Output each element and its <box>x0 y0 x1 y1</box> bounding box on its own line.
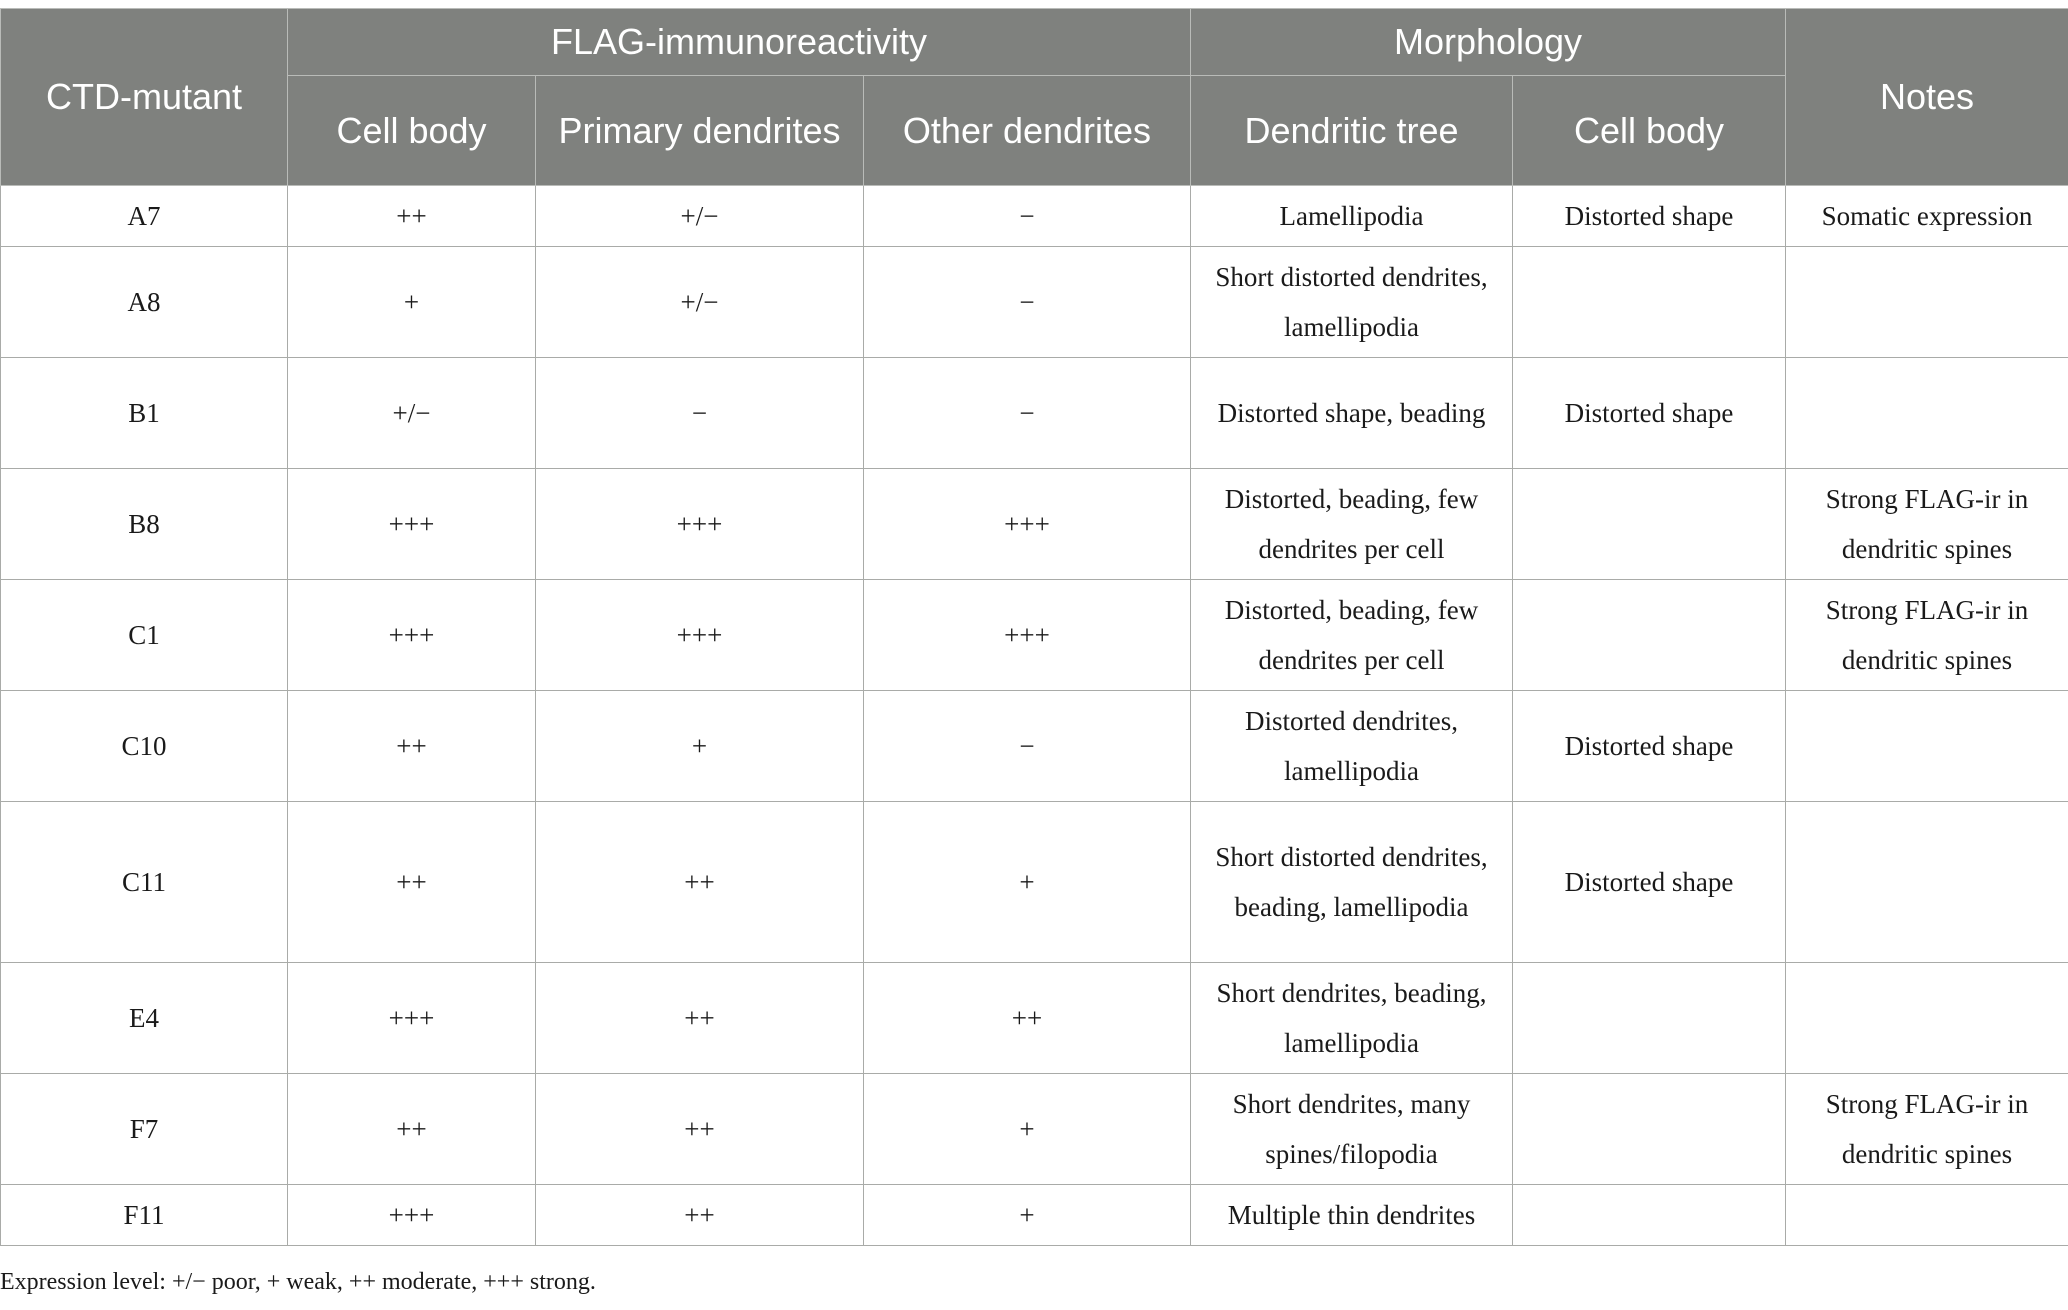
table-row <box>1 247 2068 358</box>
cell-dendritic-tree: Short distorted dendrites, beading, lamellipodia <box>1191 802 1513 963</box>
header-other-dendrites: Other dendrites <box>864 76 1191 186</box>
cell-mutant: B1 <box>1 358 288 469</box>
cell-primary-dendrites: ++ <box>536 802 864 963</box>
cell-primary-dendrites: +/− <box>536 186 864 247</box>
table-footnote: Expression level: +/− poor, + weak, ++ moderate, +++ strong. <box>0 1269 596 1295</box>
cell-mutant: B8 <box>1 469 288 580</box>
cell-primary-dendrites: +++ <box>536 580 864 691</box>
cell-other-dendrites: − <box>864 247 1191 358</box>
cell-dendritic-tree: Multiple thin dendrites <box>1191 1185 1513 1246</box>
cell-notes <box>1786 963 2068 1074</box>
table-row <box>1 1074 2068 1185</box>
cell-notes <box>1786 691 2068 802</box>
cell-mutant: E4 <box>1 963 288 1074</box>
cell-flag-cell-body: +/− <box>288 358 536 469</box>
cell-notes <box>1786 358 2068 469</box>
cell-other-dendrites: + <box>864 802 1191 963</box>
cell-notes: Strong FLAG-ir in dendritic spines <box>1786 580 2068 691</box>
cell-primary-dendrites: + <box>536 691 864 802</box>
header-morphology: Morphology <box>1191 9 1786 76</box>
cell-mutant: C10 <box>1 691 288 802</box>
header-notes: Notes <box>1786 9 2068 186</box>
cell-other-dendrites: ++ <box>864 963 1191 1074</box>
cell-notes <box>1786 1185 2068 1246</box>
cell-dendritic-tree: Lamellipodia <box>1191 186 1513 247</box>
cell-flag-cell-body: ++ <box>288 1074 536 1185</box>
cell-flag-cell-body: ++ <box>288 691 536 802</box>
cell-morph-cell-body <box>1513 469 1786 580</box>
cell-other-dendrites: − <box>864 691 1191 802</box>
cell-mutant: C1 <box>1 580 288 691</box>
cell-flag-cell-body: +++ <box>288 469 536 580</box>
cell-primary-dendrites: ++ <box>536 963 864 1074</box>
cell-mutant: C11 <box>1 802 288 963</box>
cell-morph-cell-body <box>1513 247 1786 358</box>
cell-morph-cell-body: Distorted shape <box>1513 186 1786 247</box>
cell-morph-cell-body <box>1513 1185 1786 1246</box>
cell-flag-cell-body: +++ <box>288 963 536 1074</box>
cell-notes: Strong FLAG-ir in dendritic spines <box>1786 1074 2068 1185</box>
table-header <box>1 9 2068 186</box>
table-container <box>0 8 2068 1246</box>
cell-dendritic-tree: Short dendrites, many spines/filopodia <box>1191 1074 1513 1185</box>
cell-flag-cell-body: + <box>288 247 536 358</box>
header-flag-cell-body: Cell body <box>288 76 536 186</box>
cell-dendritic-tree: Distorted, beading, few dendrites per cell <box>1191 580 1513 691</box>
cell-morph-cell-body <box>1513 1074 1786 1185</box>
cell-primary-dendrites: ++ <box>536 1074 864 1185</box>
cell-morph-cell-body <box>1513 580 1786 691</box>
cell-morph-cell-body: Distorted shape <box>1513 802 1786 963</box>
cell-flag-cell-body: +++ <box>288 580 536 691</box>
cell-morph-cell-body: Distorted shape <box>1513 358 1786 469</box>
cell-primary-dendrites: +/− <box>536 247 864 358</box>
table-row <box>1 580 2068 691</box>
cell-flag-cell-body: +++ <box>288 1185 536 1246</box>
cell-dendritic-tree: Short distorted dendrites, lamellipodia <box>1191 247 1513 358</box>
cell-dendritic-tree: Distorted, beading, few dendrites per cell <box>1191 469 1513 580</box>
cell-notes: Somatic expression <box>1786 186 2068 247</box>
cell-flag-cell-body: ++ <box>288 802 536 963</box>
table-body <box>1 186 2068 1246</box>
cell-dendritic-tree: Distorted shape, beading <box>1191 358 1513 469</box>
table-row <box>1 802 2068 963</box>
cell-other-dendrites: +++ <box>864 580 1191 691</box>
cell-mutant: A8 <box>1 247 288 358</box>
cell-morph-cell-body <box>1513 963 1786 1074</box>
table-row <box>1 358 2068 469</box>
cell-notes <box>1786 802 2068 963</box>
table-row <box>1 186 2068 247</box>
cell-other-dendrites: + <box>864 1074 1191 1185</box>
cell-flag-cell-body: ++ <box>288 186 536 247</box>
header-dendritic-tree: Dendritic tree <box>1191 76 1513 186</box>
header-morph-cell-body: Cell body <box>1513 76 1786 186</box>
cell-notes: Strong FLAG-ir in dendritic spines <box>1786 469 2068 580</box>
header-flag-immunoreactivity: FLAG-immunoreactivity <box>288 9 1191 76</box>
cell-notes <box>1786 247 2068 358</box>
cell-other-dendrites: +++ <box>864 469 1191 580</box>
table-row <box>1 1185 2068 1246</box>
table-row <box>1 963 2068 1074</box>
cell-mutant: A7 <box>1 186 288 247</box>
cell-mutant: F7 <box>1 1074 288 1185</box>
cell-other-dendrites: + <box>864 1185 1191 1246</box>
header-ctd-mutant: CTD-mutant <box>1 9 288 186</box>
cell-primary-dendrites: +++ <box>536 469 864 580</box>
cell-primary-dendrites: − <box>536 358 864 469</box>
cell-other-dendrites: − <box>864 186 1191 247</box>
cell-primary-dendrites: ++ <box>536 1185 864 1246</box>
cell-other-dendrites: − <box>864 358 1191 469</box>
cell-dendritic-tree: Short dendrites, beading, lamellipodia <box>1191 963 1513 1074</box>
cell-morph-cell-body: Distorted shape <box>1513 691 1786 802</box>
table-row <box>1 469 2068 580</box>
cell-dendritic-tree: Distorted dendrites, lamellipodia <box>1191 691 1513 802</box>
table-row <box>1 691 2068 802</box>
ctd-mutant-table <box>0 8 2068 1246</box>
cell-mutant: F11 <box>1 1185 288 1246</box>
header-primary-dendrites: Primary dendrites <box>536 76 864 186</box>
